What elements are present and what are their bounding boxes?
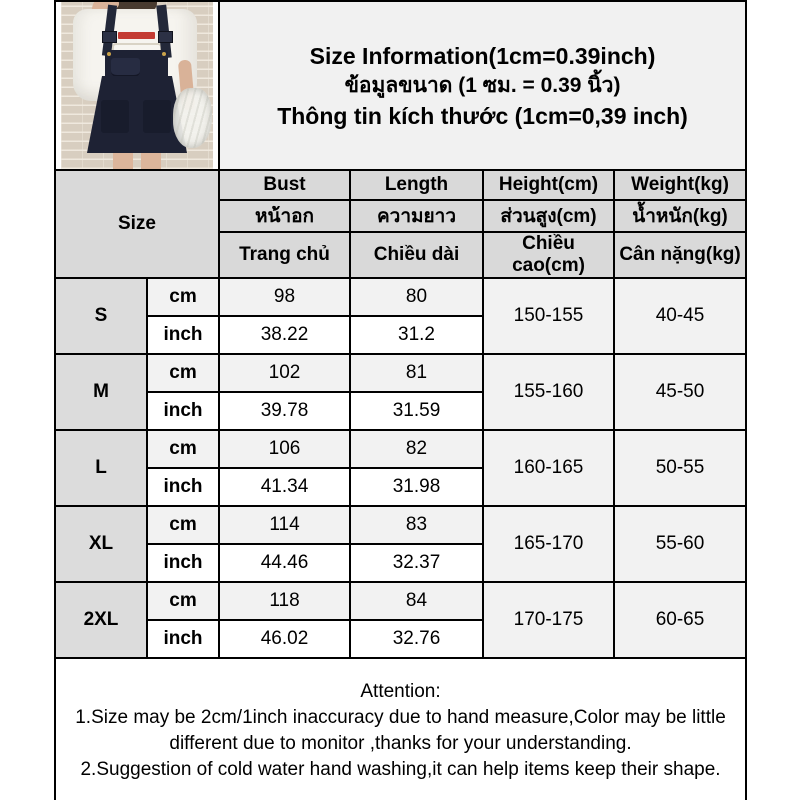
col-header-length-vi: Chiều dài	[350, 232, 483, 278]
bust-inch-value: 39.78	[219, 392, 350, 430]
length-inch-value: 32.37	[350, 544, 483, 582]
header-row-english	[55, 170, 746, 200]
weight-range: 40-45	[614, 278, 746, 354]
product-photo	[61, 2, 213, 169]
unit-inch: inch	[147, 544, 219, 582]
bust-cm-value: 102	[219, 354, 350, 392]
bust-inch-value: 46.02	[219, 620, 350, 658]
height-range: 170-175	[483, 582, 614, 658]
row-s-cm	[55, 278, 746, 316]
size-label: S	[55, 278, 147, 354]
bib-button-left	[107, 52, 111, 56]
bust-cm-value: 98	[219, 278, 350, 316]
weight-range: 50-55	[614, 430, 746, 506]
bust-inch-value: 38.22	[219, 316, 350, 354]
weight-range: 60-65	[614, 582, 746, 658]
height-range: 150-155	[483, 278, 614, 354]
bib-flap-pocket	[111, 58, 140, 77]
height-range: 160-165	[483, 430, 614, 506]
title-english: Size Information(1cm=0.39inch)	[309, 42, 656, 69]
unit-cm: cm	[147, 582, 219, 620]
bust-inch-value: 41.34	[219, 468, 350, 506]
top-row	[55, 1, 746, 170]
unit-cm: cm	[147, 278, 219, 316]
bust-inch-value: 44.46	[219, 544, 350, 582]
tshirt-red-print	[118, 32, 155, 39]
length-inch-value: 31.98	[350, 468, 483, 506]
size-table	[54, 0, 747, 800]
unit-inch: inch	[147, 392, 219, 430]
col-header-bust-en: Bust	[219, 170, 350, 200]
strap-buckle-right	[158, 31, 173, 43]
length-inch-value: 32.76	[350, 620, 483, 658]
title-cell	[219, 1, 746, 170]
attention-heading: Attention:	[360, 681, 441, 702]
title-vietnamese: Thông tin kích thước (1cm=0,39 inch)	[277, 102, 688, 129]
unit-inch: inch	[147, 620, 219, 658]
col-header-bust-vi: Trang chủ	[219, 232, 350, 278]
row-m-cm	[55, 354, 746, 392]
size-column-header: Size	[55, 170, 219, 278]
strap-buckle-left	[102, 31, 117, 43]
length-cm-value: 81	[350, 354, 483, 392]
length-inch-value: 31.59	[350, 392, 483, 430]
row-l-cm	[55, 430, 746, 468]
weight-range: 45-50	[614, 354, 746, 430]
unit-inch: inch	[147, 468, 219, 506]
skirt-pocket-left	[101, 100, 129, 133]
attention-row	[55, 658, 746, 800]
col-header-length-en: Length	[350, 170, 483, 200]
attention-note	[55, 658, 746, 800]
col-header-length-th: ความยาว	[350, 200, 483, 232]
bust-cm-value: 118	[219, 582, 350, 620]
height-range: 155-160	[483, 354, 614, 430]
col-header-weight-vi: Cân nặng(kg)	[614, 232, 746, 278]
length-cm-value: 80	[350, 278, 483, 316]
unit-cm: cm	[147, 430, 219, 468]
skirt-pocket-right	[143, 100, 171, 133]
tote-bag	[173, 88, 212, 148]
size-label: 2XL	[55, 582, 147, 658]
length-inch-value: 31.2	[350, 316, 483, 354]
attention-line2: 2.Suggestion of cold water hand washing,it can help items keep their shape.	[80, 759, 721, 780]
title-thai: ข้อมูลขนาด (1 ซม. = 0.39 นิ้ว)	[344, 73, 621, 97]
length-cm-value: 82	[350, 430, 483, 468]
length-cm-value: 84	[350, 582, 483, 620]
col-header-weight-th: น้ำหนัก(kg)	[614, 200, 746, 232]
row-xl-cm	[55, 506, 746, 544]
unit-cm: cm	[147, 506, 219, 544]
col-header-weight-en: Weight(kg)	[614, 170, 746, 200]
bib-button-right	[162, 52, 166, 56]
unit-inch: inch	[147, 316, 219, 354]
bust-cm-value: 106	[219, 430, 350, 468]
size-label: XL	[55, 506, 147, 582]
length-cm-value: 83	[350, 506, 483, 544]
attention-line1: 1.Size may be 2cm/1inch inaccuracy due to hand measure,Color may be little different due to monitor ,thanks for your understanding.	[75, 707, 726, 754]
size-label: M	[55, 354, 147, 430]
size-label: L	[55, 430, 147, 506]
col-header-height-th: ส่วนสูง(cm)	[483, 200, 614, 232]
col-header-height-en: Height(cm)	[483, 170, 614, 200]
row-2xl-cm	[55, 582, 746, 620]
product-photo-cell	[55, 1, 219, 170]
col-header-height-vi: Chiều cao(cm)	[483, 232, 614, 278]
col-header-bust-th: หน้าอก	[219, 200, 350, 232]
height-range: 165-170	[483, 506, 614, 582]
weight-range: 55-60	[614, 506, 746, 582]
unit-cm: cm	[147, 354, 219, 392]
bust-cm-value: 114	[219, 506, 350, 544]
